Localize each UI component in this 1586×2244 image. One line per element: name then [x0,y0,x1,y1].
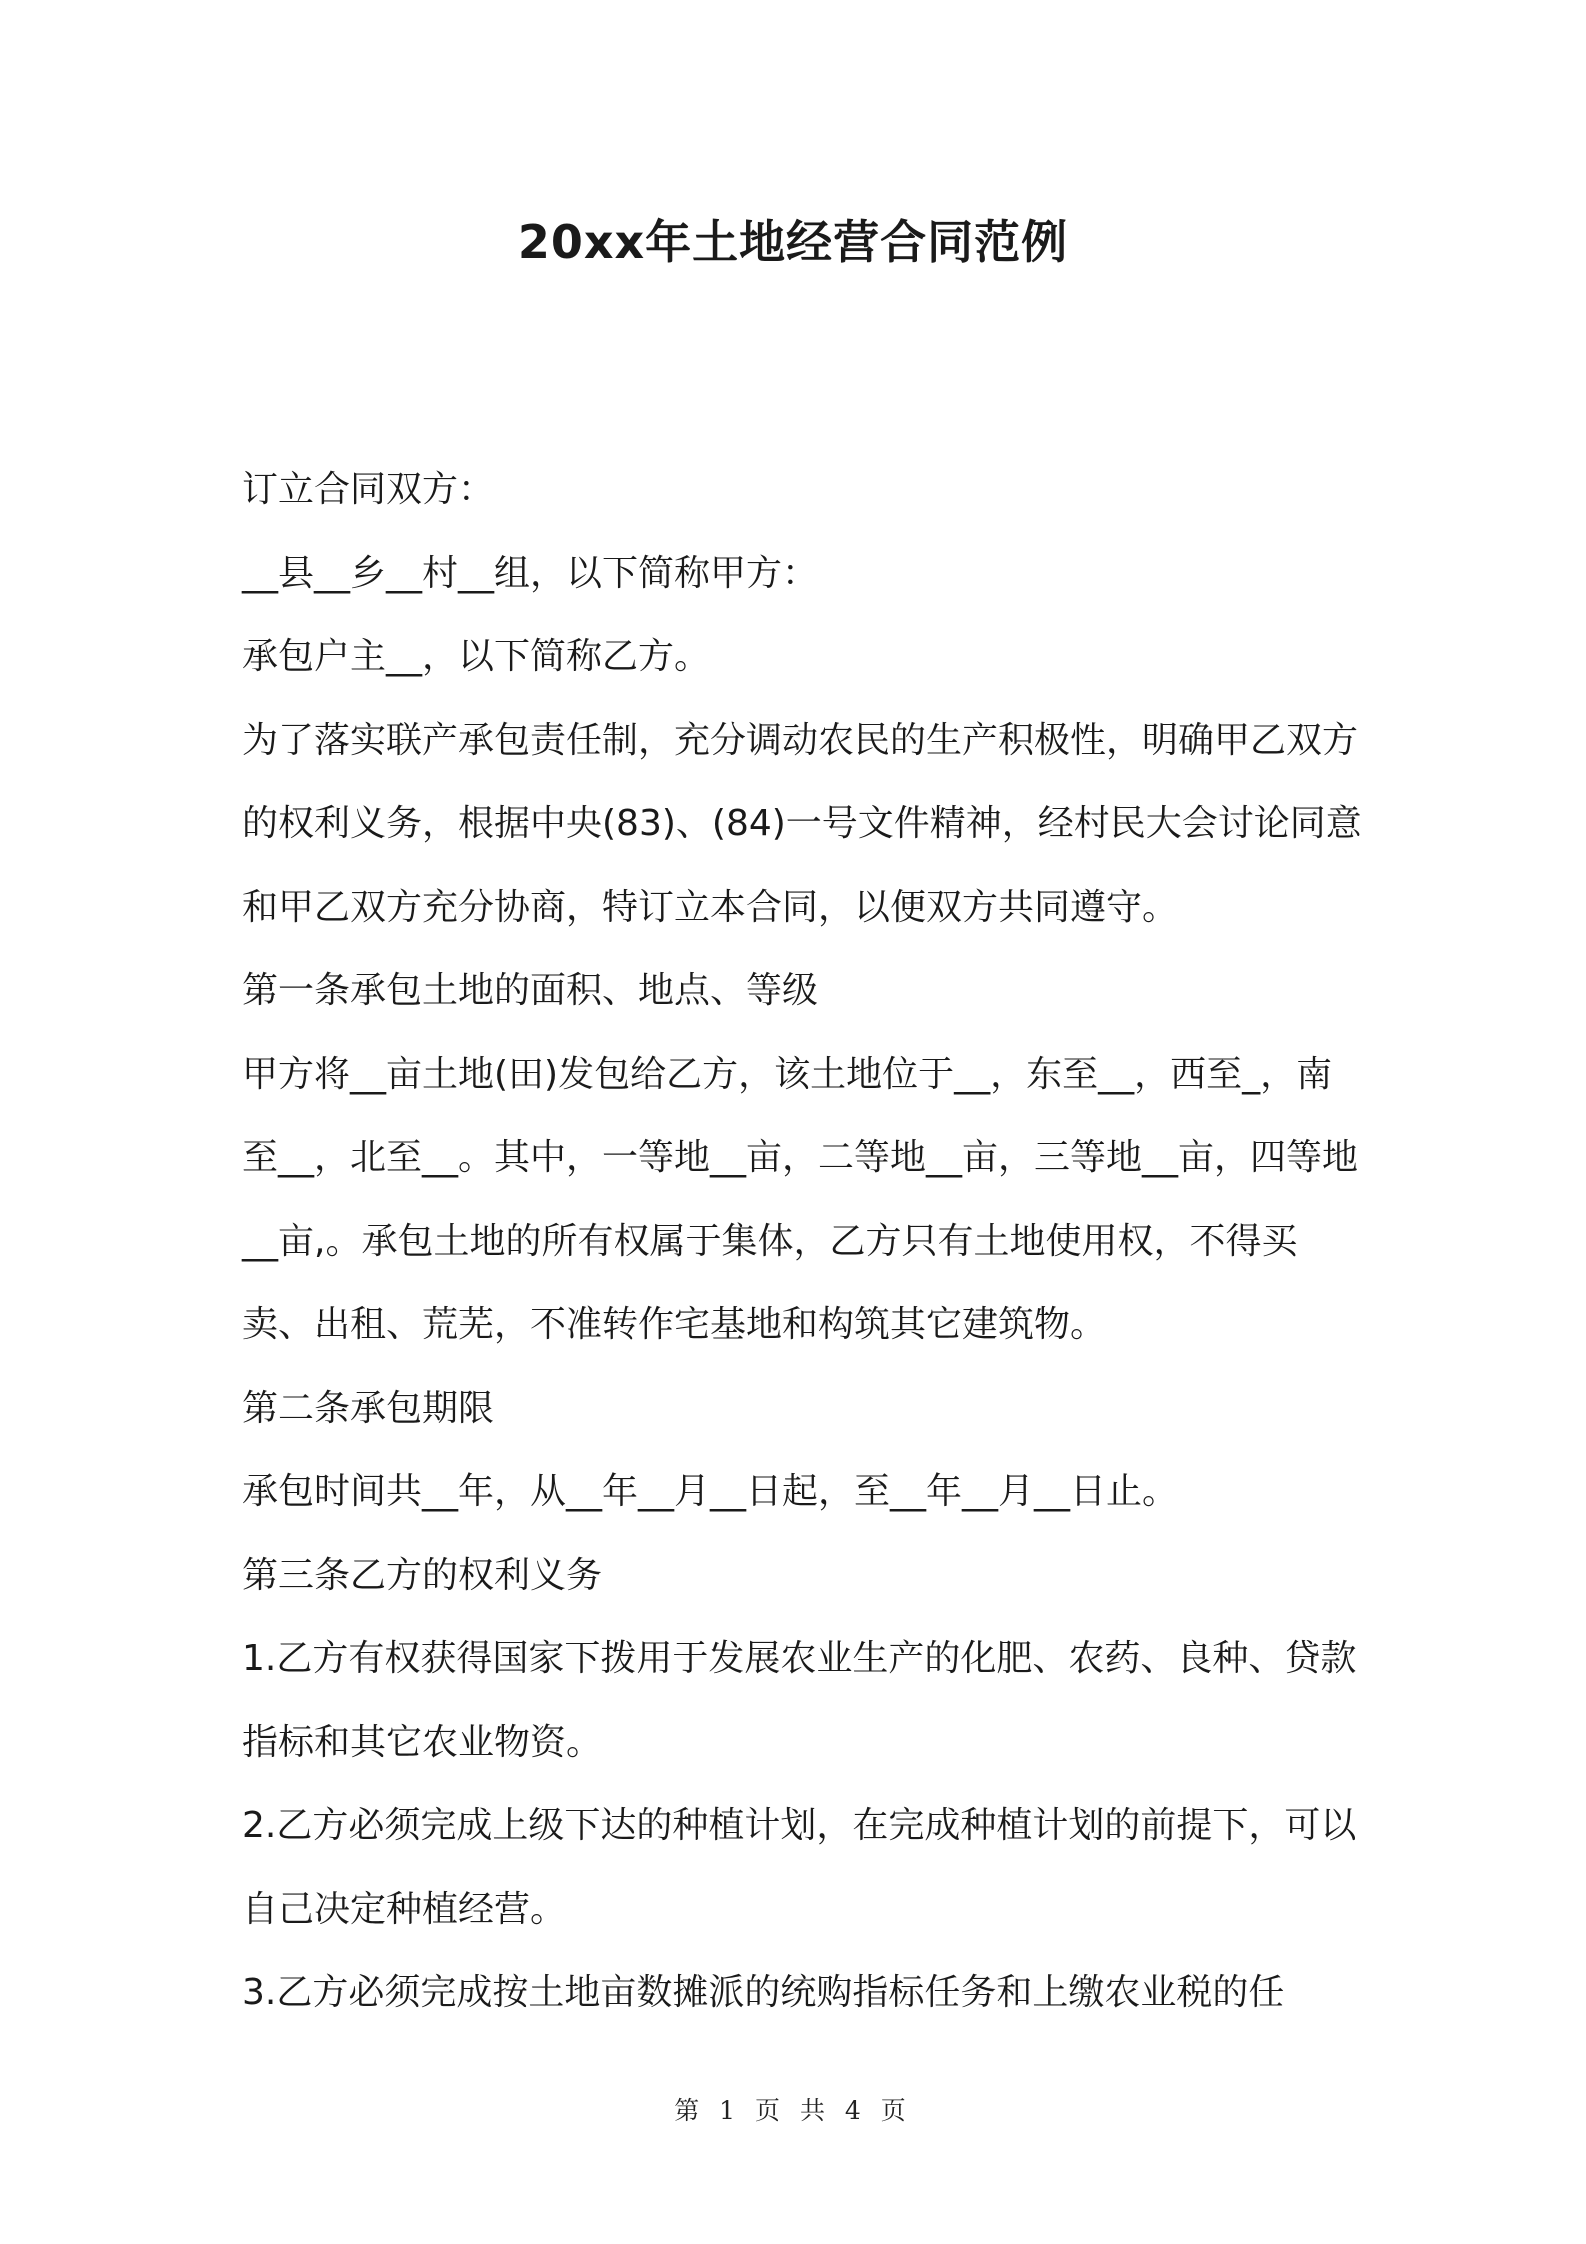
article-2-body: 承包时间共__年，从__年__月__日起，至__年__月__日止。 [242,1471,1179,1512]
article-3-item-1: 1.乙方有权获得国家下拨用于发展农业生产的化肥、农药、良种、贷款指标和其它农业物资。 [242,1638,1357,1763]
article-3-item-2: 2.乙方必须完成上级下达的种植计划，在完成种植计划的前提下，可以自己决定种植经营。 [242,1805,1357,1930]
document-title: 20xx年土地经营合同范例 [517,215,1069,269]
document-body [242,448,1362,2035]
paragraph-preamble: 为了落实联产承包责任制，充分调动农民的生产积极性，明确甲乙双方的权利义务，根据中央(83)、(84)一号文件精神，经村民大会讨论同意和甲乙双方充分协商，特订立本合同，以便双方共同遵守。 [242,719,1362,928]
article-2-heading: 第二条承包期限 [242,1387,495,1429]
paragraph-party-a: __县__乡__村__组，以下简称甲方： [242,552,819,594]
article-3-item-3: 3.乙方必须完成按土地亩数摊派的统购指标任务和上缴农业税的任 [242,1972,1285,2013]
paragraph-parties-heading: 订立合同双方： [242,469,495,510]
article-3-heading: 第三条乙方的权利义务 [242,1554,603,1596]
article-1-heading: 第一条承包土地的面积、地点、等级 [242,970,819,1011]
page-number: 第 1 页 共 4 页 [674,2096,912,2125]
paragraph-party-b: 承包户主__，以下简称乙方。 [242,636,711,677]
article-1-body: 甲方将__亩土地(田)发包给乙方，该土地位于__，东至__，西至_，南至__，北至__。其中，一等地__亩，二等地__亩，三等地__亩，四等地__亩,。承包土地的所有权属于集体，乙方只有土地使用权，不得买卖、出租、荒芜，不准转作宅基地和构筑其它建筑物。 [242,1053,1359,1345]
